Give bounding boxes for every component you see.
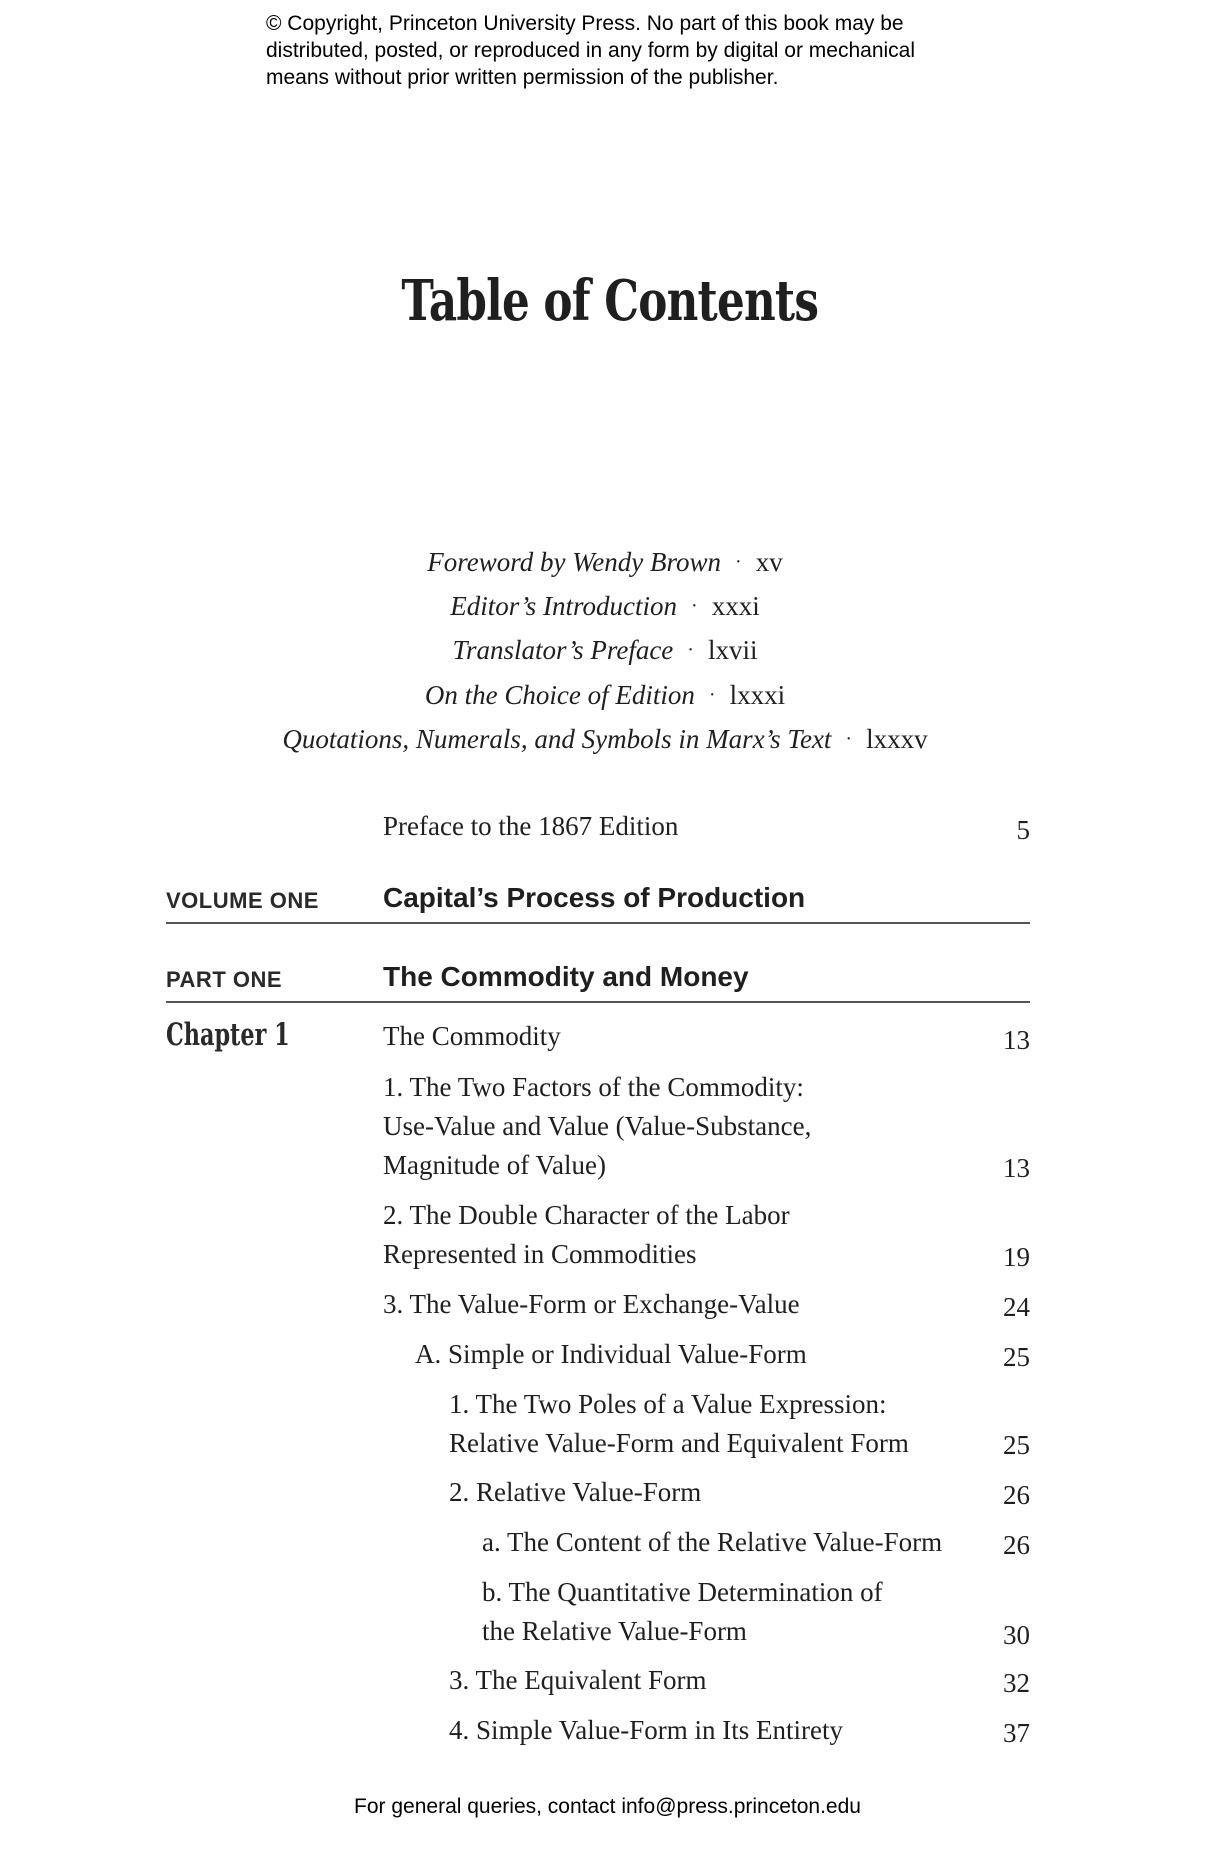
section-line: b. The Quantitative Determination of bbox=[482, 1577, 883, 1607]
page-title: Table of Contents bbox=[401, 268, 819, 334]
section-page: 37 bbox=[1003, 1718, 1030, 1748]
section-page: 32 bbox=[1003, 1668, 1030, 1698]
section-page: 19 bbox=[1003, 1242, 1030, 1272]
copyright-line: distributed, posted, or reproduced in any form by digital or mechanical bbox=[266, 39, 916, 62]
toc-front-entry[interactable] bbox=[0, 591, 1210, 622]
preface-title[interactable]: Preface to the 1867 Edition bbox=[383, 811, 679, 841]
toc-section[interactable] bbox=[383, 1285, 800, 1324]
divider bbox=[166, 1001, 1030, 1003]
volume-title[interactable]: Capital’s Process of Production bbox=[383, 882, 806, 913]
preface-page: 5 bbox=[1016, 815, 1030, 845]
section-line: A. Simple or Individual Value-Form bbox=[415, 1339, 807, 1369]
section-line: 1. The Two Factors of the Commodity: bbox=[383, 1072, 804, 1102]
separator-dot: · bbox=[687, 639, 694, 661]
section-page: 26 bbox=[1003, 1530, 1030, 1560]
separator-dot: · bbox=[845, 728, 853, 750]
entry-title: On the Choice of Edition bbox=[424, 680, 695, 710]
part-label: PART ONE bbox=[166, 967, 283, 992]
toc-subsection[interactable] bbox=[415, 1335, 807, 1374]
chapter-page: 13 bbox=[1003, 1025, 1030, 1055]
toc-subsection[interactable] bbox=[449, 1711, 843, 1750]
separator-dot: · bbox=[691, 595, 698, 617]
section-line: 2. The Double Character of the Labor bbox=[383, 1200, 790, 1230]
section-line: Magnitude of Value) bbox=[383, 1150, 606, 1180]
entry-title: Quotations, Numerals, and Symbols in Marx’s Text bbox=[282, 724, 832, 754]
section-line: 2. Relative Value-Form bbox=[449, 1477, 702, 1507]
toc-subsection[interactable] bbox=[482, 1523, 942, 1562]
section-line: Relative Value-Form and Equivalent Form bbox=[449, 1428, 909, 1458]
entry-title: Foreword by Wendy Brown bbox=[427, 547, 722, 577]
entry-page: xxxi bbox=[711, 591, 760, 621]
section-line: Use-Value and Value (Value-Substance, bbox=[383, 1111, 812, 1141]
section-line: 3. The Value-Form or Exchange-Value bbox=[383, 1289, 800, 1319]
toc-section[interactable] bbox=[383, 1068, 811, 1185]
entry-page: lxxxi bbox=[729, 680, 786, 710]
section-page: 25 bbox=[1003, 1430, 1030, 1460]
chapter-title[interactable]: The Commodity bbox=[383, 1021, 561, 1051]
toc-subsection[interactable] bbox=[449, 1661, 706, 1700]
copyright-line: means without prior written permission of the publisher. bbox=[266, 66, 779, 89]
footer-contact: For general queries, contact info@press.princeton.edu bbox=[354, 1795, 861, 1818]
entry-page: lxvii bbox=[707, 635, 758, 665]
separator-dot: · bbox=[708, 684, 716, 706]
toc-front-entry[interactable] bbox=[0, 547, 1210, 578]
divider bbox=[166, 922, 1030, 924]
entry-title: Translator’s Preface bbox=[452, 635, 674, 665]
chapter-label: Chapter 1 bbox=[166, 1017, 290, 1053]
toc-front-entry[interactable] bbox=[0, 724, 1210, 755]
copyright-notice bbox=[266, 10, 1026, 91]
entry-title: Editor’s Introduction bbox=[450, 591, 678, 621]
toc-front-entry[interactable] bbox=[0, 635, 1210, 666]
section-line: Represented in Commodities bbox=[383, 1239, 697, 1269]
section-line: 1. The Two Poles of a Value Expression: bbox=[449, 1389, 887, 1419]
part-title[interactable]: The Commodity and Money bbox=[383, 961, 749, 992]
section-page: 25 bbox=[1003, 1342, 1030, 1372]
section-page: 26 bbox=[1003, 1480, 1030, 1510]
toc-subsection[interactable] bbox=[449, 1473, 701, 1512]
toc-subsection[interactable] bbox=[482, 1573, 883, 1651]
section-line: 4. Simple Value-Form in Its Entirety bbox=[449, 1715, 843, 1745]
entry-page: xv bbox=[755, 547, 783, 577]
section-page: 13 bbox=[1003, 1153, 1030, 1183]
section-page: 30 bbox=[1003, 1620, 1030, 1650]
entry-page: lxxxv bbox=[866, 724, 928, 754]
section-line: a. The Content of the Relative Value-Form bbox=[482, 1527, 943, 1557]
toc-section[interactable] bbox=[383, 1196, 790, 1274]
volume-label: VOLUME ONE bbox=[166, 888, 319, 913]
section-line: the Relative Value-Form bbox=[482, 1616, 747, 1646]
copyright-line: © Copyright, Princeton University Press. No part of this book may be bbox=[266, 12, 904, 35]
section-page: 24 bbox=[1003, 1292, 1030, 1322]
separator-dot: · bbox=[735, 551, 742, 573]
toc-front-entry[interactable] bbox=[0, 680, 1210, 711]
toc-subsection[interactable] bbox=[449, 1385, 909, 1463]
section-line: 3. The Equivalent Form bbox=[449, 1665, 707, 1695]
